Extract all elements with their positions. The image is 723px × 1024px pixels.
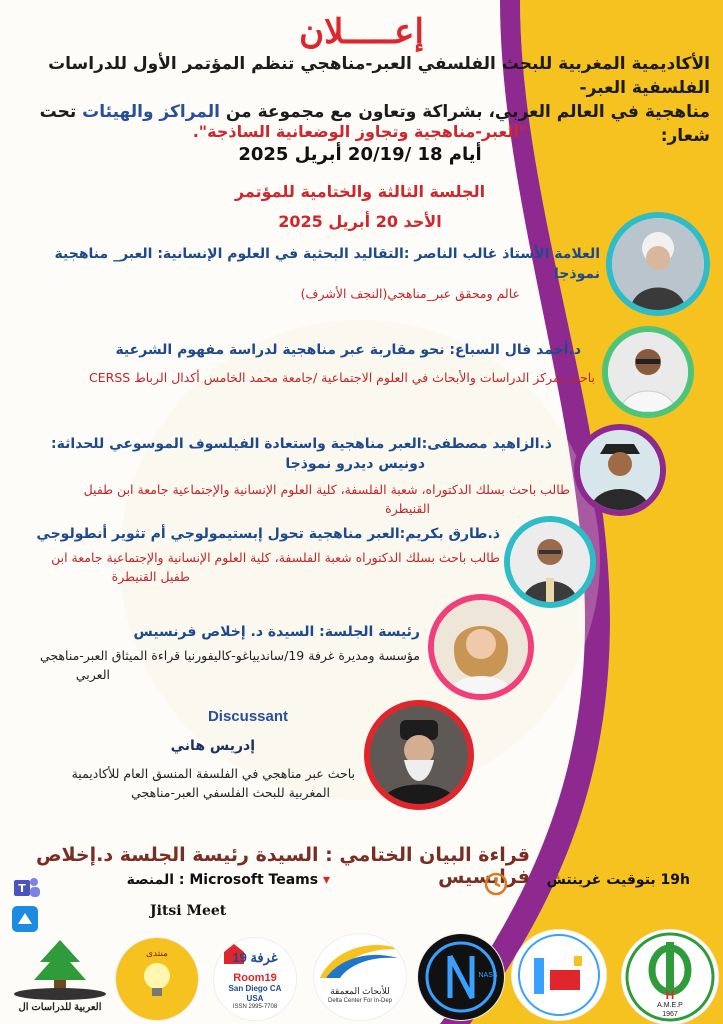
logo-council xyxy=(512,930,606,1020)
intro-line-1: الأكاديمية المغربية للبحث الفلسفي العبر-مناهجي تنظم المؤتمر الأول للدراسات الفلسفية العبر- xyxy=(48,54,710,98)
clock-icon xyxy=(484,872,508,896)
discussant-photo xyxy=(364,700,474,810)
slogan: "العبر-مناهجية وتجاوز الوضعانية الساذجة". xyxy=(192,122,528,141)
speaker-1 xyxy=(10,244,600,303)
speaker-5-affiliation: مؤسسة ومديرة غرفة 19/سانديياغو-كاليفورنيا قراءة الميثاق العبر-مناهجي xyxy=(39,648,420,663)
time-text: 19h بتوقيت غرينتش xyxy=(546,872,690,888)
discussant-affiliation-cont: المغربية للبحث الفلسفي العبر-مناهجي xyxy=(131,785,330,800)
platform-text: Microsoft Teams : المنصة xyxy=(126,872,319,888)
tree-logo-icon xyxy=(4,936,116,1000)
person-icon xyxy=(608,332,688,412)
speaker-5 xyxy=(10,622,420,684)
session-title: الجلسة الثالثة والختامية للمؤتمر xyxy=(234,182,486,201)
speaker-3 xyxy=(10,434,570,518)
discussant xyxy=(10,736,355,802)
logo-delta-center: للأبحاث المعمقة Delta Center For In-Dep xyxy=(314,934,406,1020)
time-info xyxy=(530,872,690,888)
logo-arab-studies: العربية للدراسات ال xyxy=(4,936,116,1020)
speaker-3-name: ذ.الزاهيد مصطفى:العبر مناهجية واستعادة الفيلسوف الموسوعي للحداثة: xyxy=(50,436,552,452)
jitsi-icon[interactable] xyxy=(12,906,38,932)
speaker-4-affiliation: طالب باحث بسلك الدكتوراه شعبة الفلسفة، كلية العلوم الإنسانية والإجتماعية جامعة ابن xyxy=(51,550,500,565)
location-pin-icon: ▾ xyxy=(322,872,330,888)
conference-dates: أيام 18 /20/19 أبريل 2025 xyxy=(238,144,482,165)
speaker-2 xyxy=(10,340,595,387)
speaker-1-affiliation: عالم ومحقق عبر_مناهجي(النجف الأشرف) xyxy=(300,286,520,301)
speaker-4 xyxy=(10,524,500,586)
speaker-3-name-cont: دونيس ديدرو نموذجا xyxy=(285,456,425,472)
discussant-name: إدريس هاني xyxy=(170,738,255,754)
jitsi-text: Jitsi Meet xyxy=(150,903,227,919)
discussant-affiliation: باحث عبر مناهجي في الفلسفة المنسق العام للأكاديمية xyxy=(71,766,355,781)
teams-icon[interactable] xyxy=(12,874,42,902)
speaker-5-name: رئيسة الجلسة: السيدة د. إخلاص فرنسيس xyxy=(133,624,420,640)
session-date: الأحد 20 أبريل 2025 xyxy=(278,212,442,231)
intro-highlight: المراكز والهيئات xyxy=(82,102,220,122)
speaker-2-photo xyxy=(602,326,694,418)
speaker-3-photo xyxy=(574,424,666,516)
speaker-5-photo xyxy=(428,594,534,700)
person-icon xyxy=(370,706,468,804)
amep-phi-icon xyxy=(622,930,718,1024)
speaker-3-affiliation-cont: القنيطرة xyxy=(385,501,430,516)
speaker-2-name: د.أحمد فال السباع: نحو مقاربة عبر مناهجية لدراسة مفهوم الشرعية xyxy=(115,342,581,358)
person-icon xyxy=(612,218,704,310)
speaker-4-affiliation-cont: طفيل القنيطرة xyxy=(111,569,190,584)
person-icon xyxy=(510,522,590,602)
building-logo-icon xyxy=(512,930,606,1020)
speaker-2-affiliation: باحث بمركز الدراسات والأبحاث في العلوم الاجتماعية /جامعة محمد الخامس أكدال الرباط CERSS xyxy=(89,370,595,385)
speaker-5-affiliation-cont: العربي xyxy=(75,667,110,682)
person-icon xyxy=(434,600,528,694)
logo-forum: منتدى xyxy=(116,938,198,1020)
speaker-1-photo xyxy=(606,212,710,316)
closing-statement: قراءة البيان الختامي : السيدة رئيسة الجلسة د.إخلاص فرانسيس xyxy=(35,844,530,888)
announcement-title: إعـــــلان xyxy=(299,12,424,52)
speaker-4-photo xyxy=(504,516,596,608)
person-icon xyxy=(580,430,660,510)
speaker-1-name: العلامة الأستاذ غالب الناصر :التقاليد البحثية في العلوم الإنسانية: العبر_ مناهجية نموذجا xyxy=(54,246,600,282)
speaker-4-name: ذ.طارق بكريم:العبر مناهجية تحول إبستيمولوجي أم تثوير أنطولوجي xyxy=(36,526,500,542)
speaker-3-affiliation: طالب باحث بسلك الدكتوراه، شعبة الفلسفة، كلية العلوم الإنسانية والإجتماعية جامعة ابن طفيل xyxy=(83,482,570,497)
platform-info xyxy=(60,872,330,888)
logo-amep: H A.M.E.P 1967 xyxy=(622,930,718,1024)
svg-text:T: T xyxy=(18,882,26,895)
logo-nass: NASS xyxy=(418,934,504,1020)
logo-room19: غرفة 19 Room19 San Diego CA USA ISSN 2995-7708 xyxy=(214,938,296,1020)
intro-line-2: مناهجية في العالم العربي، بشراكة وتعاون مع مجموعة من المراكز والهيئات تحت شعار: xyxy=(39,102,710,146)
discussant-label: Discussant xyxy=(207,708,289,725)
